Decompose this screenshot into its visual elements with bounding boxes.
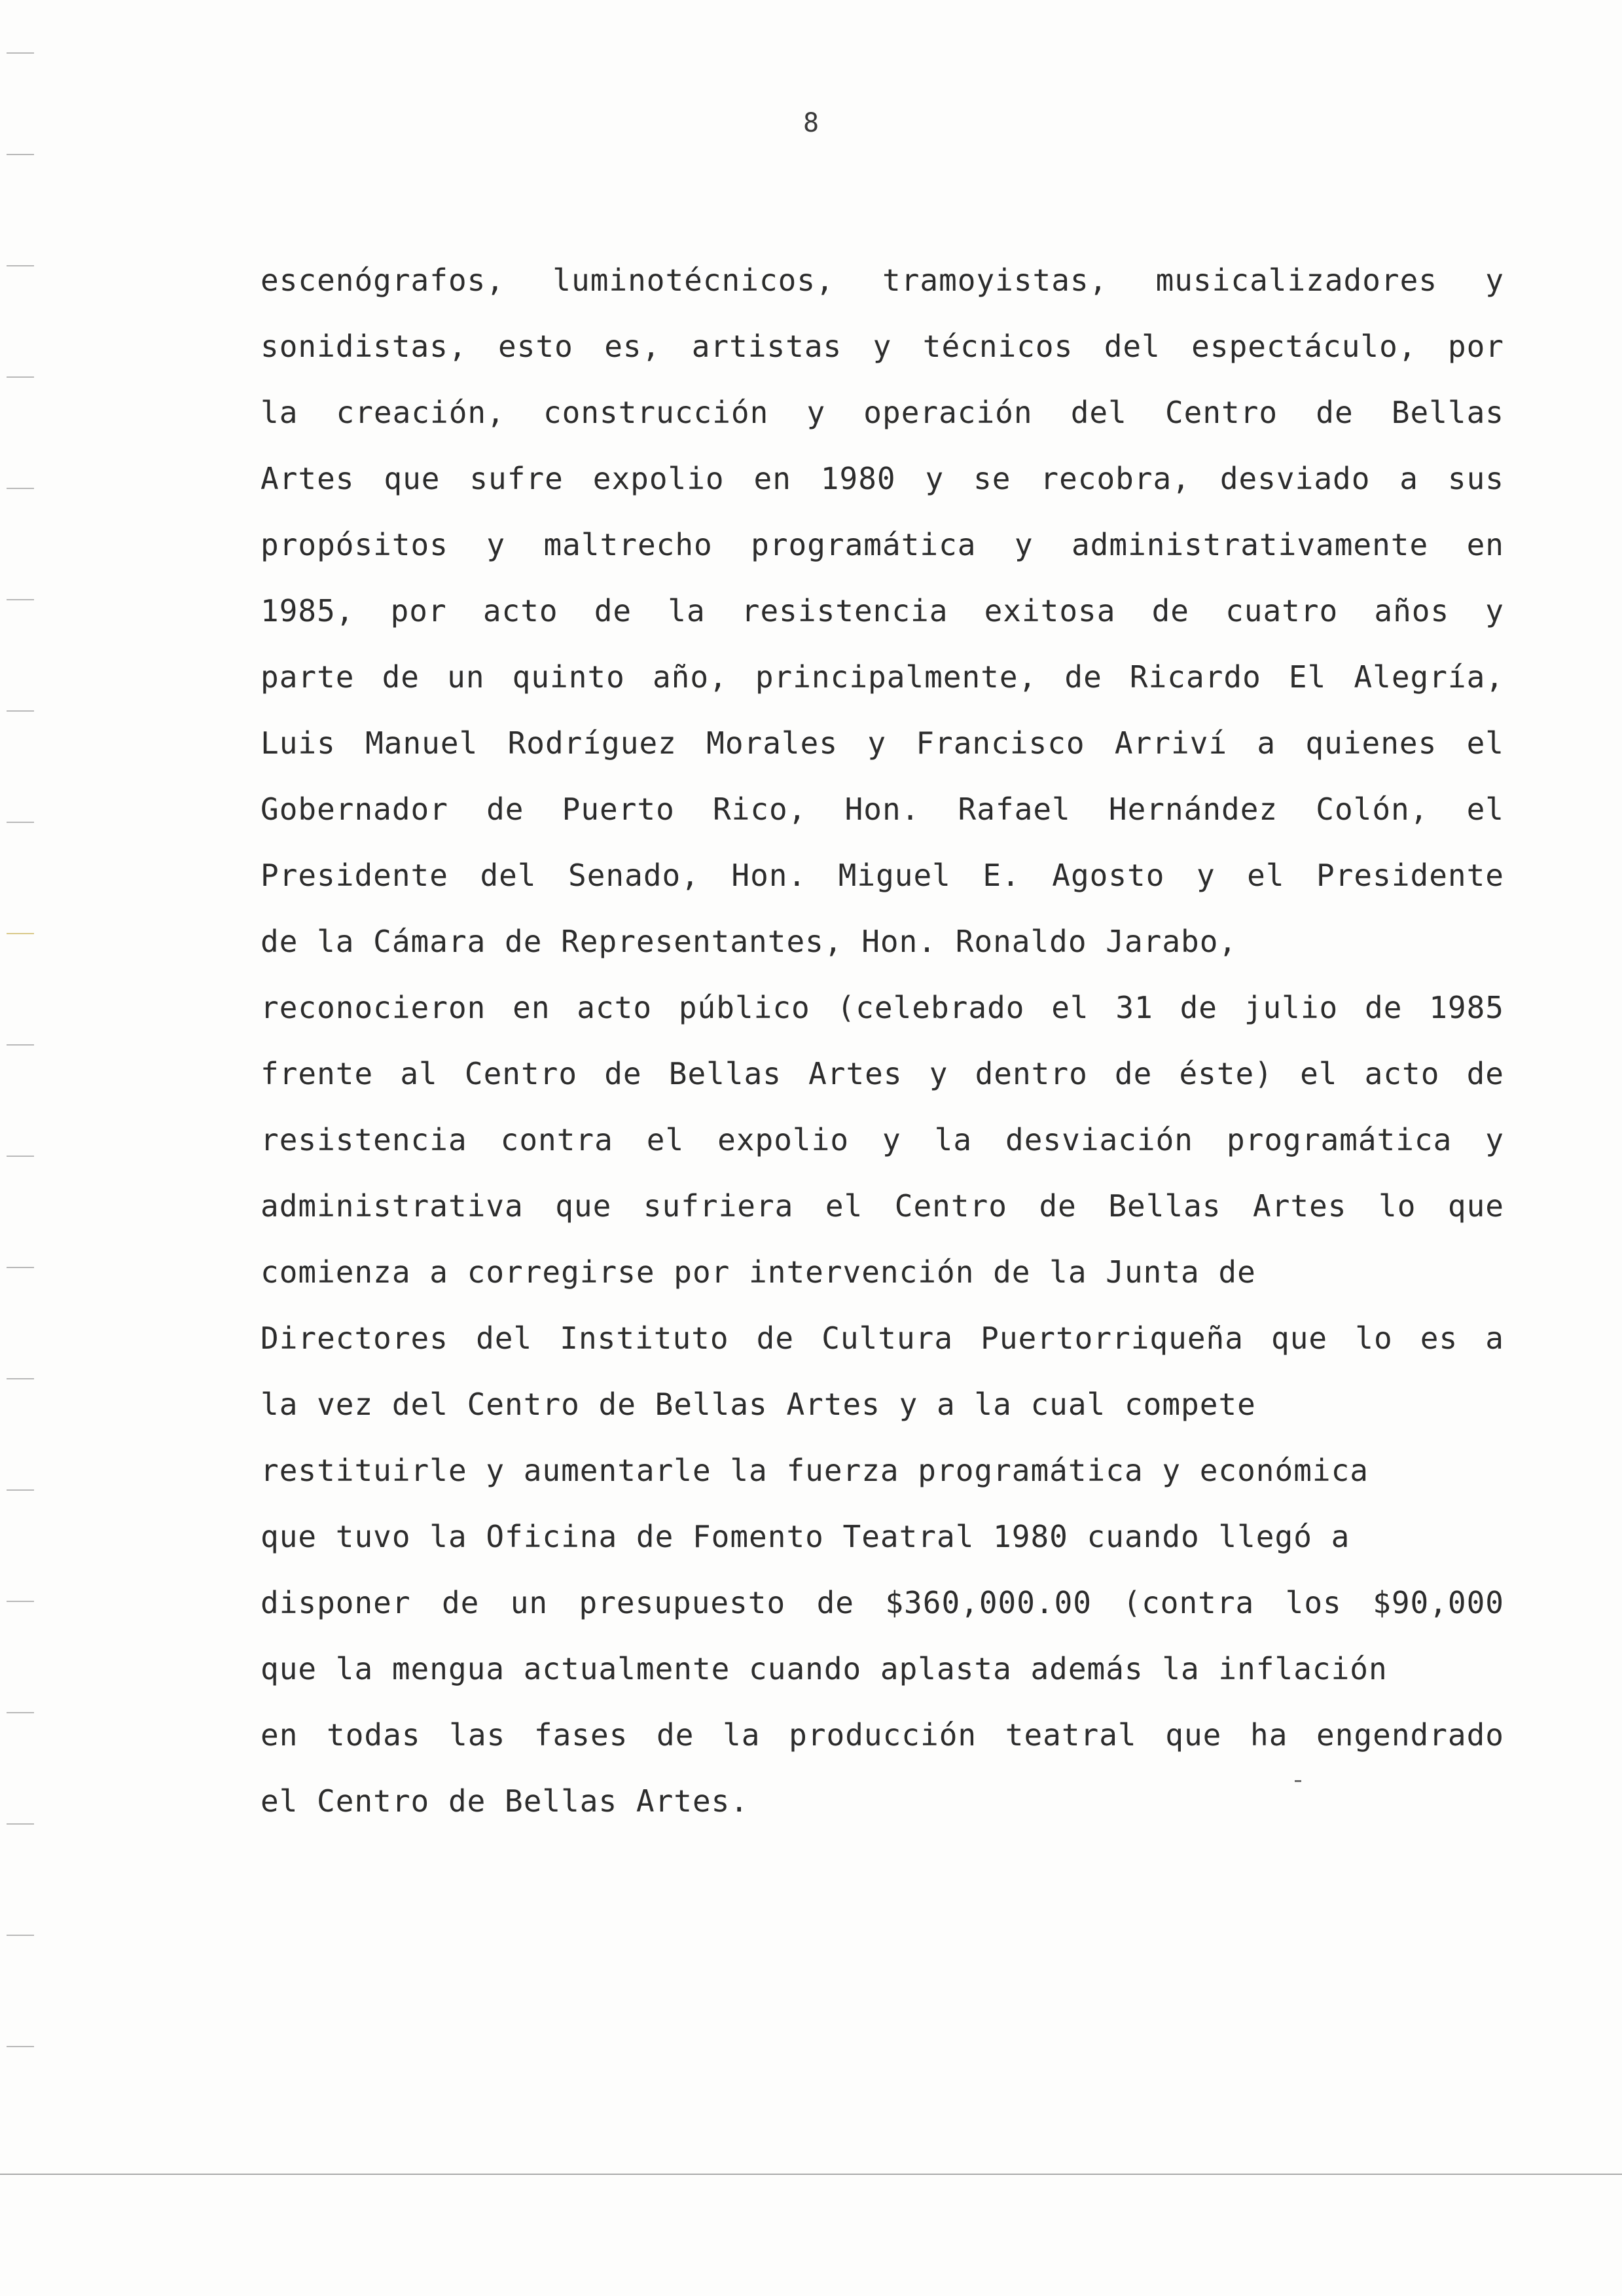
text-line: Presidente del Senado, Hon. Miguel E. Agosto y el Presidente	[261, 858, 1504, 893]
text-line: el Centro de Bellas Artes.	[261, 1783, 749, 1819]
margin-tick	[7, 1823, 34, 1825]
margin-tick	[7, 1156, 34, 1157]
text-line: de la Cámara de Representantes, Hon. Ronaldo Jarabo,	[261, 924, 1238, 959]
body-text	[261, 247, 1504, 1834]
margin-tick	[7, 1378, 34, 1379]
text-line: parte de un quinto año, principalmente, de Ricardo El Alegría,	[261, 659, 1504, 695]
page-number: 8	[802, 108, 820, 138]
text-line: propósitos y maltrecho programática y administrativamente en	[261, 527, 1504, 562]
text-line: Directores del Instituto de Cultura Puertorriqueña que lo es a	[261, 1321, 1504, 1356]
margin-tick	[7, 154, 34, 155]
margin-tick	[7, 1267, 34, 1268]
text-line: 1985, por acto de la resistencia exitosa de cuatro años y	[261, 593, 1504, 629]
text-line: disponer de un presupuesto de $360,000.00 (contra los $90,000	[261, 1585, 1504, 1620]
text-line: en todas las fases de la producción teatral que ha engendrado	[261, 1717, 1504, 1753]
margin-tick	[7, 822, 34, 823]
text-line: resistencia contra el expolio y la desviación programática y	[261, 1122, 1504, 1157]
text-line: Luis Manuel Rodríguez Morales y Francisco Arriví a quienes el	[261, 725, 1504, 761]
text-line: Gobernador de Puerto Rico, Hon. Rafael Hernández Colón, el	[261, 792, 1504, 827]
text-line: que la mengua actualmente cuando aplasta además la inflación	[261, 1651, 1388, 1686]
margin-tick	[7, 488, 34, 489]
margin-tick	[7, 52, 34, 54]
scan-edge-line	[0, 2174, 1622, 2175]
margin-tick	[7, 1044, 34, 1046]
margin-tick	[7, 1489, 34, 1491]
text-line: escenógrafos, luminotécnicos, tramoyistas, musicalizadores y	[261, 263, 1504, 298]
text-line: Artes que sufre expolio en 1980 y se recobra, desviado a sus	[261, 461, 1504, 496]
margin-tick	[7, 1712, 34, 1713]
scan-speck	[1295, 1780, 1301, 1782]
text-line: la creación, construcción y operación del Centro de Bellas	[261, 395, 1504, 430]
margin-tick	[7, 2046, 34, 2047]
margin-tick	[7, 933, 34, 934]
text-line: frente al Centro de Bellas Artes y dentro de éste) el acto de	[261, 1056, 1504, 1091]
text-line: administrativa que sufriera el Centro de Bellas Artes lo que	[261, 1188, 1504, 1224]
margin-tick	[7, 376, 34, 378]
margin-tick	[7, 599, 34, 600]
text-line: comienza a corregirse por intervención de la Junta de	[261, 1254, 1256, 1290]
text-line: restituirle y aumentarle la fuerza programática y económica	[261, 1453, 1369, 1488]
text-line: la vez del Centro de Bellas Artes y a la cual compete	[261, 1387, 1256, 1422]
margin-tick	[7, 710, 34, 712]
text-line: que tuvo la Oficina de Fomento Teatral 1980 cuando llegó a	[261, 1519, 1350, 1554]
margin-tick	[7, 1935, 34, 1936]
text-line: sonidistas, esto es, artistas y técnicos del espectáculo, por	[261, 329, 1504, 364]
margin-tick	[7, 265, 34, 266]
text-line: reconocieron en acto público (celebrado el 31 de julio de 1985	[261, 990, 1504, 1025]
margin-tick	[7, 1601, 34, 1602]
